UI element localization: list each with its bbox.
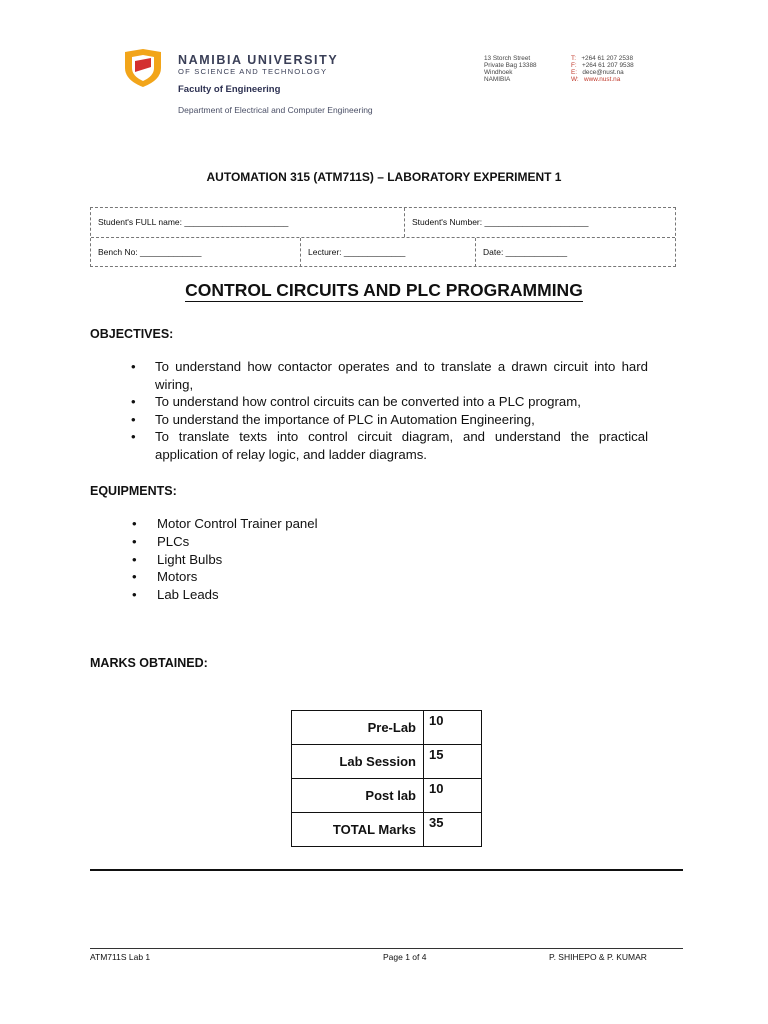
address-line: Windhoek [484, 69, 513, 76]
list-item: • PLCs [108, 533, 318, 551]
footer-page-number: Page 1 of 4 [383, 952, 427, 962]
table-row [292, 711, 482, 745]
list-item: • Motor Control Trainer panel [108, 515, 318, 533]
marks-value: 10 [424, 779, 482, 813]
lecturer-field[interactable]: Lecturer: _____________ [300, 238, 475, 267]
document-title: AUTOMATION 315 (ATM711S) – LABORATORY EXPERIMENT 1 [206, 170, 562, 184]
university-subtitle: OF SCIENCE AND TECHNOLOGY [178, 67, 328, 76]
list-item: • Light Bulbs [108, 551, 318, 569]
list-item: • To understand how control circuits can be converted into a PLC program, [108, 393, 648, 411]
main-heading-text: CONTROL CIRCUITS AND PLC PROGRAMMING [185, 280, 583, 300]
contact-prefix: T: [571, 55, 576, 62]
fax-number: +264 61 207 9538 [582, 62, 634, 69]
student-name-field[interactable]: Student's FULL name: ______________________ [98, 217, 289, 227]
student-info-row [91, 208, 675, 237]
email-address: dece@nust.na [582, 69, 624, 76]
contact-prefix: F: [571, 62, 577, 69]
list-item: • Motors [108, 568, 318, 586]
marks-label: Lab Session [292, 745, 424, 779]
list-item: • To understand the importance of PLC in Automation Engineering, [108, 411, 648, 429]
list-item: • To translate texts into control circuit diagram, and understand the practical application of relay logic, and ladder diagrams. [108, 428, 648, 463]
marks-value: 10 [424, 711, 482, 745]
student-info-row [91, 237, 675, 267]
marks-value: 35 [424, 813, 482, 847]
date-field[interactable]: Date: _____________ [475, 238, 675, 267]
footer-authors: P. SHIHEPO & P. KUMAR [549, 952, 647, 962]
address-line: NAMIBIA [484, 76, 511, 83]
marks-label: TOTAL Marks [292, 813, 424, 847]
objectives-heading: OBJECTIVES: [90, 327, 174, 341]
phone-number: +264 61 207 2538 [581, 55, 634, 62]
equipments-heading: EQUIPMENTS: [90, 484, 177, 498]
contact-prefix: W: [571, 76, 579, 83]
table-row [292, 745, 482, 779]
equipments-list [108, 515, 318, 604]
main-heading [0, 280, 768, 301]
marks-heading: MARKS OBTAINED: [90, 656, 208, 670]
marks-label: Post lab [292, 779, 424, 813]
contact-details [571, 55, 634, 83]
marks-value: 15 [424, 745, 482, 779]
marks-label: Pre-Lab [292, 711, 424, 745]
university-name: NAMIBIA UNIVERSITY [178, 53, 339, 67]
table-row [292, 779, 482, 813]
address-line: 13 Storch Street [484, 55, 531, 62]
university-logo [122, 48, 164, 88]
marks-table [291, 710, 482, 847]
postal-address [484, 55, 537, 83]
faculty-name: Faculty of Engineering [178, 84, 281, 95]
department-name: Department of Electrical and Computer Engineering [178, 105, 373, 115]
list-item: • To understand how contactor operates and to translate a drawn circuit into hard wiring, [108, 358, 648, 393]
footer-divider [90, 948, 683, 949]
objectives-list [108, 358, 648, 463]
contact-prefix: E: [571, 69, 578, 76]
list-item: • Lab Leads [108, 586, 318, 604]
bench-number-field[interactable]: Bench No: _____________ [98, 247, 202, 257]
section-divider [90, 869, 683, 871]
student-info-box [90, 207, 676, 267]
address-line: Private Bag 13388 [484, 62, 537, 69]
website-link[interactable]: www.nust.na [584, 76, 621, 83]
footer-course-code: ATM711S Lab 1 [90, 952, 151, 962]
student-number-field[interactable]: Student's Number: ______________________ [404, 208, 675, 237]
table-row [292, 813, 482, 847]
